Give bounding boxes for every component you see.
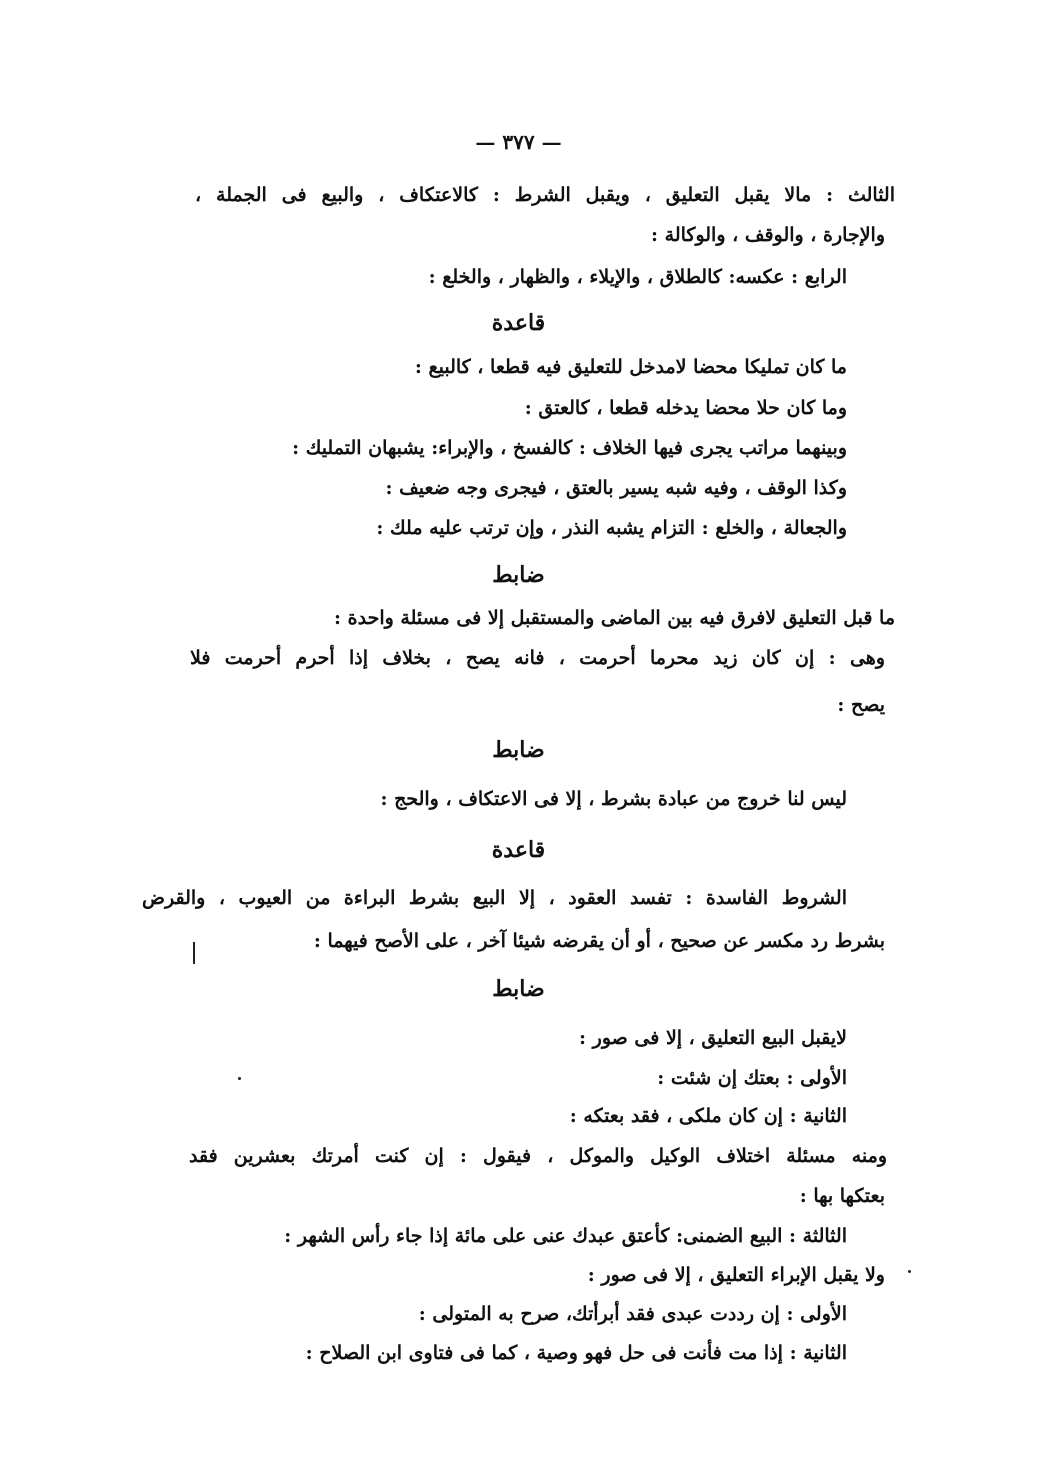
text-line: الأولى : إن رددت عبدى فقد أبرأتك، صرح به المتولى : — [418, 1303, 847, 1325]
section-heading-principle: ضابط — [492, 976, 545, 1002]
ink-speck — [238, 1077, 241, 1080]
text-line: لايقبل البيع التعليق ، إلا فى صور : — [579, 1027, 847, 1049]
text-line: بشرط رد مكسر عن صحيح ، أو أن يقرضه شيئا آخر ، على الأصح فيهما : — [313, 930, 885, 952]
text-line: ولا يقبل الإبراء التعليق ، إلا فى صور : — [587, 1264, 885, 1286]
section-heading-rule: قاعدة — [491, 837, 546, 863]
page-number: — ٣٧٧ — — [475, 130, 562, 154]
margin-mark — [193, 942, 195, 964]
text-line: الثالث : مالا يقبل التعليق ، ويقبل الشرط : كالاعتكاف ، والبيع فى الجملة ، — [195, 184, 895, 206]
text-line: وكذا الوقف ، وفيه شبه يسير بالعتق ، فيجرى وجه ضعيف : — [385, 477, 847, 499]
text-line: ومنه مسئلة اختلاف الوكيل والموكل ، فيقول : إن كنت أمرتك بعشرين فقد — [189, 1145, 887, 1167]
text-line: الثانية : إن كان ملكى ، فقد بعتكه : — [569, 1105, 847, 1127]
section-heading-principle: ضابط — [492, 737, 545, 763]
text-line: والجعالة ، والخلع : التزام يشبه النذر ، وإن ترتب عليه ملك : — [376, 517, 847, 539]
text-line: الثالثة : البيع الضمنى: كأعتق عبدك عنى على مائة إذا جاء رأس الشهر : — [284, 1225, 847, 1247]
text-line: والإجارة ، والوقف ، والوكالة : — [651, 224, 885, 246]
text-line: بعتكها بها : — [799, 1185, 885, 1207]
text-line: الرابع : عكسه: كالطلاق ، والإيلاء ، والظهار ، والخلع : — [428, 266, 847, 288]
text-line: الشروط الفاسدة : تفسد العقود ، إلا البيع بشرط البراءة من العيوب ، والقرض — [142, 887, 847, 909]
text-line: ما قبل التعليق لافرق فيه بين الماضى والمستقبل إلا فى مسئلة واحدة : — [334, 607, 895, 629]
section-heading-rule: قاعدة — [491, 310, 546, 336]
text-line: يصح : — [837, 694, 885, 716]
ink-speck — [908, 1270, 911, 1273]
text-line: وبينهما مراتب يجرى فيها الخلاف : كالفسخ ، والإبراء: يشبهان التمليك : — [292, 437, 847, 459]
text-line: الأولى : بعتك إن شئت : — [657, 1067, 847, 1089]
text-line: وما كان حلا محضا يدخله قطعا ، كالعتق : — [524, 397, 847, 419]
text-line: الثانية : إذا مت فأنت فى حل فهو وصية ، كما فى فتاوى ابن الصلاح : — [305, 1342, 847, 1364]
text-line: ليس لنا خروج من عبادة بشرط ، إلا فى الاعتكاف ، والحج : — [380, 788, 847, 810]
text-line: ما كان تمليكا محضا لامدخل للتعليق فيه قطعا ، كالبيع : — [414, 356, 847, 378]
section-heading-principle: ضابط — [492, 562, 545, 588]
text-line: وهى : إن كان زيد محرما أحرمت ، فانه يصح ، بخلاف إذا أحرم أحرمت فلا — [190, 647, 885, 669]
